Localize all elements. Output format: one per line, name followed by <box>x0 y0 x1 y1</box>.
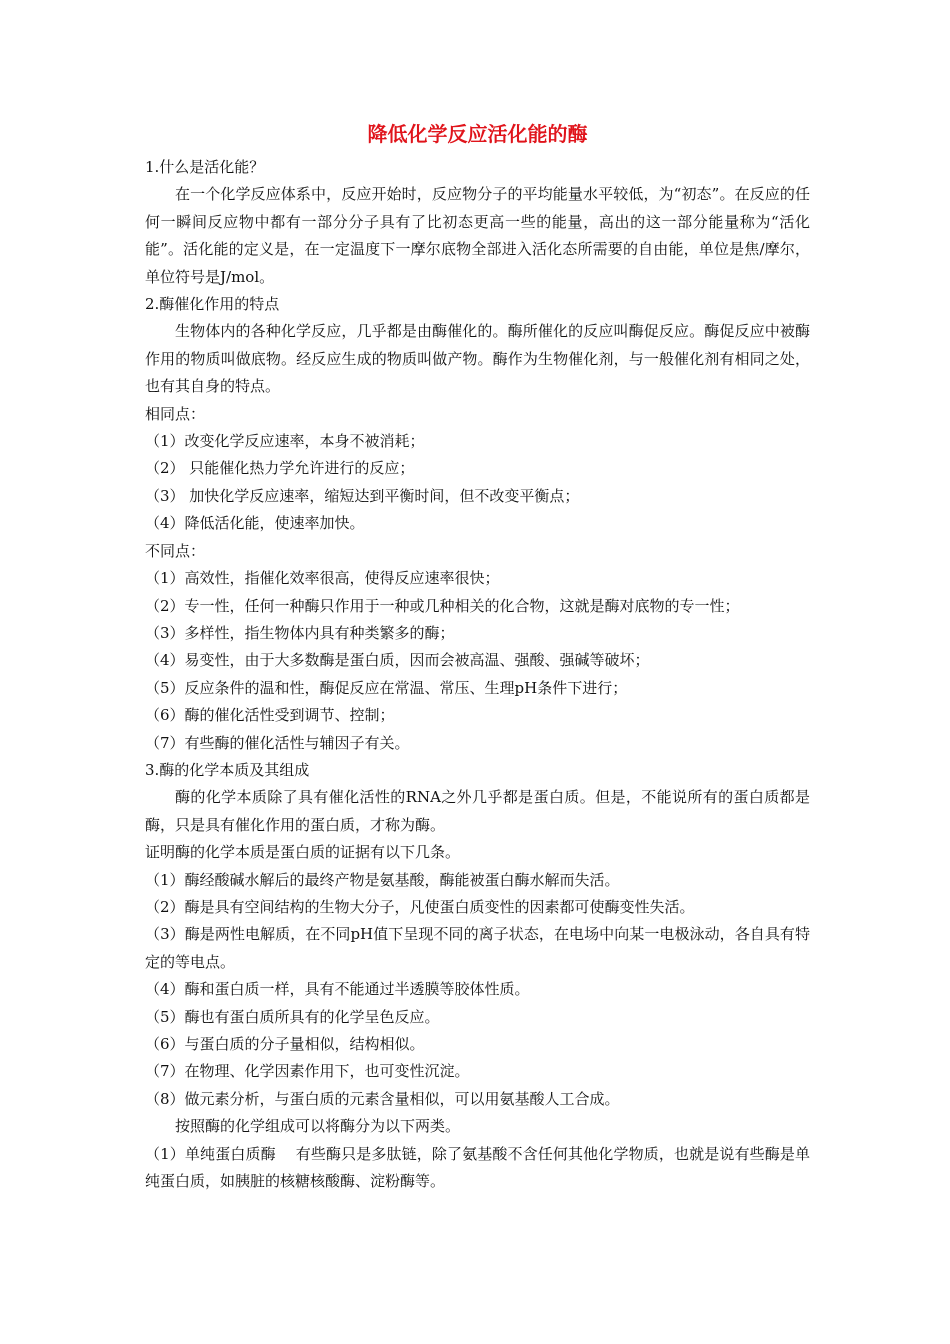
list-item: （5）酶也有蛋白质所具有的化学呈色反应。 <box>145 1007 440 1026</box>
list-item: （2）酶是具有空间结构的生物大分子，凡使蛋白质变性的因素都可使酶变性失活。 <box>145 897 695 916</box>
list-item: （6）酶的催化活性受到调节、控制； <box>145 706 395 725</box>
section-heading: 3.酶的化学本质及其组成 <box>145 760 310 779</box>
paragraph: 在一个化学反应体系中，反应开始时，反应物分子的平均能量水平较低，为“初态”。在反应的任何一瞬间反应物中都有一部分分子具有了比初态更高一些的能量，高出的这一部分能量称为“活化能”。活化能的定义是，在一定温度下一摩尔底物全部进入活化态所需要的自由能，单位是焦/摩尔，单位符号是J/mol。 <box>145 185 810 286</box>
list-item: （4）酶和蛋白质一样，具有不能通过半透膜等胶体性质。 <box>145 980 530 999</box>
diff-points-label: 不同点： <box>145 541 206 560</box>
list-item: （2） 只能催化热力学允许进行的反应； <box>145 459 415 478</box>
document-title: 降低化学反应活化能的酶 <box>367 122 588 146</box>
paragraph: 生物体内的各种化学反应，几乎都是由酶催化的。酶所催化的反应叫酶促反应。酶促反应中被酶作用的物质叫做底物。经反应生成的物质叫做产物。酶作为生物催化剂，与一般催化剂有相同之处，也有其自身的特点。 <box>145 322 810 396</box>
list-item: （5）反应条件的温和性，酶促反应在常温、常压、生理pH条件下进行； <box>145 678 628 697</box>
list-item: （1）改变化学反应速率，本身不被消耗； <box>145 432 425 451</box>
list-item: （8）做元素分析，与蛋白质的元素含量相似，可以用氨基酸人工合成。 <box>145 1089 620 1108</box>
paragraph: 酶的化学本质除了具有催化活性的RNA之外几乎都是蛋白质。但是，不能说所有的蛋白质都是酶，只是具有催化作用的蛋白质，才称为酶。 <box>145 788 810 834</box>
list-item: （3）多样性，指生物体内具有种类繁多的酶； <box>145 623 455 642</box>
section-heading: 1.什么是活化能？ <box>145 158 265 176</box>
paragraph: 按照酶的化学组成可以将酶分为以下两类。 <box>175 1117 461 1136</box>
list-item: （7）在物理、化学因素作用下，也可变性沉淀。 <box>145 1062 470 1081</box>
list-item: （3）酶是两性电解质，在不同pH值下呈现不同的离子状态，在电场中向某一电极泳动，各自具有特定的等电点。 <box>145 925 810 971</box>
list-item: （1）酶经酸碱水解后的最终产物是氨基酸，酶能被蛋白酶水解而失活。 <box>145 870 620 889</box>
list-item: （4）降低活化能，使速率加快。 <box>145 514 365 533</box>
list-item: （4）易变性，由于大多数酶是蛋白质，因而会被高温、强酸、强碱等破坏； <box>145 651 650 670</box>
list-item: （7）有些酶的催化活性与辅因子有关。 <box>145 733 410 752</box>
list-item: （3） 加快化学反应速率，缩短达到平衡时间，但不改变平衡点； <box>145 486 580 505</box>
list-item: （6）与蛋白质的分子量相似，结构相似。 <box>145 1035 425 1053</box>
list-item: （1）单纯蛋白质酶 有些酶只是多肽链，除了氨基酸不含任何其他化学物质，也就是说有些酶是单纯蛋白质，如胰脏的核糖核酸酶、淀粉酶等。 <box>145 1144 810 1191</box>
section-heading: 2.酶催化作用的特点 <box>145 295 280 314</box>
list-item: （1）高效性，指催化效率很高，使得反应速率很快； <box>145 569 500 588</box>
list-item: （2）专一性，任何一种酶只作用于一种或几种相关的化合物，这就是酶对底物的专一性； <box>145 596 740 615</box>
evidence-label: 证明酶的化学本质是蛋白质的证据有以下几条。 <box>145 843 461 862</box>
same-points-label: 相同点： <box>145 404 206 423</box>
document-page <box>145 118 810 1195</box>
